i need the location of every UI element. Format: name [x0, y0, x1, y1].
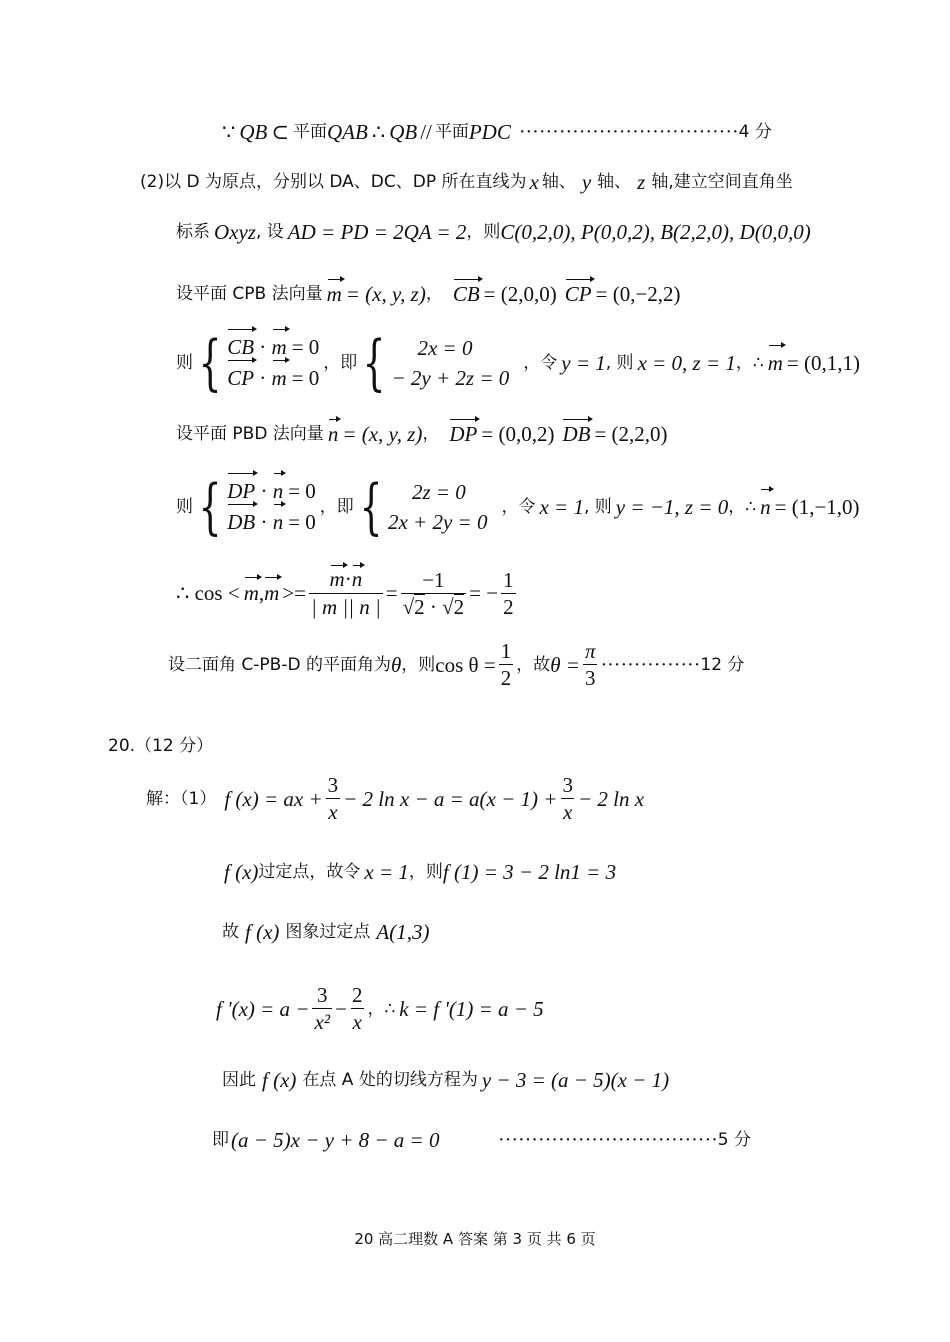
math: =	[385, 581, 398, 605]
math: = 0	[288, 479, 316, 503]
vector-m: m	[272, 332, 287, 362]
math: = 0	[288, 510, 316, 534]
equation-system: CB · m = 0 CP · m = 0	[227, 332, 319, 394]
equation-system	[388, 477, 487, 537]
math: x = 1	[364, 860, 409, 884]
math: 3	[327, 773, 339, 797]
text: ，令	[523, 353, 558, 373]
vector-m: m	[264, 581, 280, 605]
question-header	[108, 734, 213, 758]
text: ，令	[501, 497, 536, 517]
text: 平面	[434, 122, 469, 142]
text: 轴,建立空间直角坐	[651, 172, 793, 192]
math: θ =	[550, 652, 580, 677]
math: k = f '(1) = a − 5	[399, 996, 544, 1021]
math: y = −1, z = 0	[615, 495, 729, 519]
math: z	[637, 170, 646, 194]
line-13	[222, 920, 429, 944]
math: (a − 5)x − y + 8 − a = 0	[231, 1128, 440, 1152]
math: − 2 ln x	[577, 786, 645, 811]
text: 因此	[222, 1070, 256, 1090]
math: y = 1	[561, 351, 606, 375]
math: = (0,1,1)	[786, 351, 860, 375]
line-4	[176, 282, 681, 306]
math: QAB	[326, 120, 368, 144]
math: x	[529, 170, 539, 194]
math: x = 0, z = 1	[637, 351, 736, 375]
text: 图象过定点	[285, 922, 371, 942]
vector-m: m	[243, 581, 259, 605]
math: = (x, y, z)	[345, 282, 426, 306]
text: , 则	[605, 353, 634, 373]
text: ，∴	[367, 998, 396, 1019]
left-brace: {	[362, 328, 386, 398]
leader-dots: ···············	[600, 653, 701, 676]
math: x²	[314, 1010, 331, 1034]
text: ，∴	[735, 353, 764, 373]
line-16-score	[498, 1128, 751, 1152]
line-8	[176, 568, 519, 618]
fraction	[560, 774, 575, 823]
text: 解：（1）	[146, 788, 217, 809]
vector-n: n	[760, 492, 771, 522]
vector-CP: CP	[564, 282, 592, 306]
math: = 0	[291, 366, 320, 390]
fraction	[312, 984, 332, 1033]
text: 标系	[176, 222, 210, 242]
math: = (0,0,2)	[481, 422, 555, 446]
fraction: $\frac{-1}{√2 \cdot √2}$	[402, 567, 465, 619]
math: 2x + 2y = 0	[387, 510, 488, 534]
math: 2	[351, 983, 363, 1007]
text: ，即	[323, 353, 358, 373]
line-9	[168, 640, 744, 689]
score-label: 4 分	[738, 122, 772, 142]
left-brace: {	[198, 328, 222, 398]
vector-n: n	[273, 476, 284, 506]
text: 设平面 CPB 法向量	[176, 284, 323, 304]
math: QB	[389, 120, 418, 144]
math: C(0,2,0), P(0,0,2), B(2,2,0), D(0,0,0)	[500, 220, 811, 244]
text: 设二面角 C-PB-D 的平面角为	[168, 654, 391, 675]
math: 2z = 0	[411, 480, 466, 504]
vector-n: n	[273, 507, 284, 537]
text: 平面	[292, 122, 327, 142]
score-label: 12 分	[700, 654, 745, 675]
vector-DB: DB	[227, 507, 255, 537]
vector-CB: CB	[227, 332, 254, 362]
math: −1	[422, 567, 445, 592]
math: f (x)	[262, 1068, 297, 1092]
math: ,	[258, 581, 265, 605]
vector-m: m	[768, 348, 783, 378]
line-14	[216, 984, 544, 1033]
math: = (0,−2,2)	[595, 282, 681, 306]
text: ，即	[319, 497, 354, 517]
math: 3	[562, 773, 573, 797]
equation-system: DP · n = 0 DB · n = 0	[227, 476, 316, 538]
vector-m: m	[326, 282, 342, 306]
math: >=	[282, 581, 306, 605]
math: A(1,3)	[376, 920, 430, 944]
math: 1	[500, 639, 512, 663]
leader-dots: ·································	[518, 121, 739, 143]
math: ∴	[371, 120, 386, 144]
vector-CP: CP	[227, 363, 254, 393]
math: PDC	[468, 120, 511, 144]
math: 2	[500, 666, 512, 690]
math: −	[335, 996, 347, 1021]
text: ，∴	[728, 497, 757, 517]
math: 3	[584, 666, 596, 690]
text: (2)以 D 为原点，分别以 DA、DC、DP 所在直线为	[140, 172, 527, 192]
math: x	[563, 800, 573, 824]
math: QB	[239, 120, 268, 144]
vector-m: m	[272, 363, 287, 393]
math: = (2,0,0)	[483, 282, 557, 306]
fraction	[350, 984, 365, 1033]
math: π	[584, 639, 596, 663]
math: 1	[503, 567, 514, 592]
text: 20.（12 分）	[108, 736, 214, 756]
score-label: 5 分	[717, 1130, 752, 1150]
because-symbol: ∵	[222, 120, 236, 144]
math: Oxyz	[214, 220, 256, 244]
text: , 设	[255, 222, 284, 242]
line-7	[176, 472, 860, 542]
math: x	[328, 800, 338, 824]
math: f (x)	[224, 860, 259, 884]
vector-m: m	[329, 567, 345, 591]
left-brace: {	[359, 472, 383, 542]
math: ∴ cos <	[176, 581, 240, 605]
math: | m || n |	[310, 595, 381, 619]
text: 即	[212, 1130, 229, 1150]
math: AD = PD = 2QA = 2	[287, 220, 467, 244]
left-brace: {	[198, 472, 222, 542]
equation-system	[391, 333, 509, 393]
fraction	[583, 640, 598, 689]
line-6	[176, 422, 668, 446]
line-2	[140, 170, 793, 194]
fraction	[326, 774, 341, 823]
math: f (x) = ax +	[224, 786, 323, 811]
text: 过定点，故令	[258, 862, 361, 882]
vector-n: n	[351, 567, 363, 591]
text: 设平面 PBD 法向量	[176, 424, 324, 444]
text: ，	[422, 424, 440, 444]
fraction	[309, 568, 383, 618]
text: 轴、	[597, 172, 632, 192]
math: y − 3 = (a − 5)(x − 1)	[481, 1068, 670, 1092]
text: ，	[425, 284, 443, 304]
line-11	[146, 774, 644, 823]
math: 3	[317, 983, 328, 1007]
math: y	[581, 170, 592, 194]
vector-DP: DP	[449, 422, 478, 446]
fraction	[501, 569, 516, 618]
math: = (1,−1,0)	[774, 495, 860, 519]
page-footer: 20 高二理数 A 答案 第 3 页 共 6 页	[354, 1230, 596, 1248]
vector-DP: DP	[227, 476, 255, 506]
math: − 2y + 2z = 0	[391, 366, 510, 390]
math: cos θ =	[435, 652, 496, 677]
text: ，则	[466, 222, 501, 242]
line-3	[176, 220, 811, 244]
math: 2x = 0	[417, 336, 473, 360]
text: ，故	[516, 654, 551, 675]
text: 轴、	[541, 172, 576, 192]
math: x	[352, 1010, 362, 1034]
text: 故	[222, 922, 239, 942]
math: f (x)	[245, 920, 280, 944]
line-16	[212, 1128, 439, 1152]
math: 2	[414, 594, 425, 619]
text: 在点 A 处的切线方程为	[302, 1070, 478, 1090]
math: f (1) = 3 − 2 ln1 = 3	[442, 860, 617, 884]
text: ，则	[408, 862, 443, 882]
line-15	[222, 1068, 669, 1092]
line-1	[222, 120, 772, 144]
text: , 则	[583, 497, 612, 517]
math: ·	[344, 567, 352, 591]
math: x = 1	[539, 495, 584, 519]
leader-dots: ·································	[498, 1129, 718, 1151]
text: 则	[176, 497, 193, 517]
text: ，则	[401, 654, 436, 675]
line-12	[224, 860, 616, 884]
math: ⊂	[271, 120, 289, 144]
fraction	[499, 640, 514, 689]
math: //	[420, 120, 432, 144]
text: 则	[176, 353, 193, 373]
line-5	[176, 328, 860, 398]
math: f '(x) = a −	[216, 996, 310, 1021]
vector-CB: CB	[452, 282, 480, 306]
math: 2	[503, 594, 514, 619]
math: = −	[469, 581, 499, 605]
math: − 2 ln x − a = a(x − 1) +	[343, 786, 558, 811]
math: = 0	[291, 335, 320, 359]
math: ·	[429, 594, 437, 619]
math: θ	[390, 652, 402, 677]
math: = (x, y, z)	[342, 422, 423, 446]
math: 2	[453, 594, 465, 619]
vector-DB: DB	[562, 422, 591, 446]
vector-n: n	[327, 422, 339, 446]
math: = (2,2,0)	[594, 422, 668, 446]
